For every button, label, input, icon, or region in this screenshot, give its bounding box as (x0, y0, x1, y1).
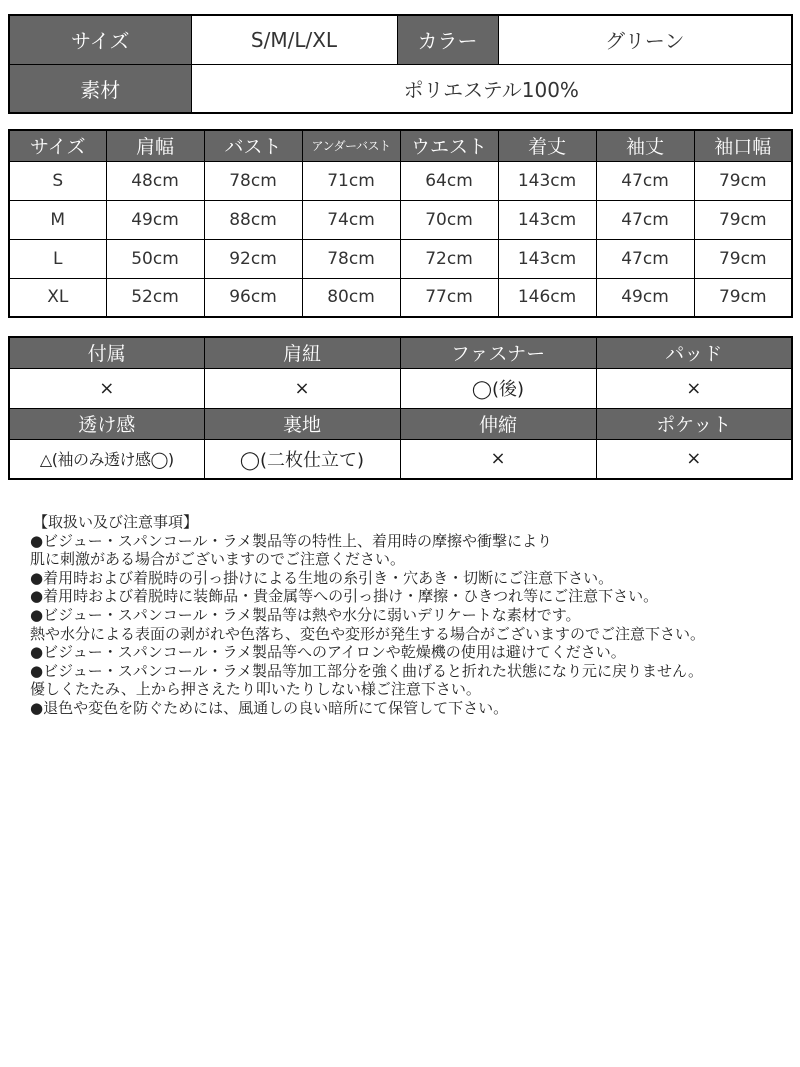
measure-cell: 146cm (498, 278, 596, 317)
measure-cell: 47cm (596, 239, 694, 278)
value-stretch: × (400, 439, 596, 479)
col-header-size: サイズ (9, 130, 106, 161)
col-header-sleeve: 袖丈 (596, 130, 694, 161)
size-cell: XL (9, 278, 106, 317)
measure-cell: 78cm (204, 161, 302, 200)
features-table (8, 336, 793, 480)
header-shoulder-strap: 肩紐 (204, 337, 400, 368)
measure-cell: 52cm (106, 278, 204, 317)
value-pocket: × (596, 439, 792, 479)
col-header-cuff: 袖口幅 (694, 130, 792, 161)
value-sheerness: △(袖のみ透け感◯) (9, 439, 204, 479)
measure-cell: 78cm (302, 239, 400, 278)
measure-cell: 79cm (694, 200, 792, 239)
measure-cell: 96cm (204, 278, 302, 317)
size-chart-header-row (9, 130, 792, 161)
features-value-row-1 (9, 368, 792, 408)
product-info-table (8, 14, 793, 114)
measure-cell: 48cm (106, 161, 204, 200)
measure-cell: 49cm (596, 278, 694, 317)
size-cell: S (9, 161, 106, 200)
product-info-row-size-color (9, 15, 792, 64)
care-note-line: ●着用時および着脱時に装飾品・貴金属等への引っ掛け・摩擦・ひきつれ等にご注意下さい。 (30, 587, 659, 606)
col-header-waist: ウエスト (400, 130, 498, 161)
size-row-s (9, 161, 792, 200)
measure-cell: 79cm (694, 239, 792, 278)
size-row-l (9, 239, 792, 278)
measure-cell: 47cm (596, 200, 694, 239)
color-value-cell: グリーン (498, 15, 792, 64)
features-header-row-1 (9, 337, 792, 368)
measure-cell: 64cm (400, 161, 498, 200)
color-label-cell: カラー (397, 15, 498, 64)
care-note-line: ●ビジュー・スパンコール・ラメ製品等へのアイロンや乾燥機の使用は避けてください。 (30, 643, 626, 662)
size-value-cell: S/M/L/XL (191, 15, 397, 64)
measure-cell: 70cm (400, 200, 498, 239)
col-header-bust: バスト (204, 130, 302, 161)
measure-cell: 79cm (694, 161, 792, 200)
col-header-underbust: アンダーバスト (302, 130, 400, 161)
size-row-xl (9, 278, 792, 317)
care-notes (8, 513, 776, 718)
size-cell: M (9, 200, 106, 239)
value-accessory: × (9, 368, 204, 408)
measure-cell: 143cm (498, 200, 596, 239)
value-pad: × (596, 368, 792, 408)
value-zipper: ◯(後) (400, 368, 596, 408)
care-note-line: ●着用時および着脱時の引っ掛けによる生地の糸引き・穴あき・切断にご注意下さい。 (30, 568, 614, 587)
care-note-line: ●ビジュー・スパンコール・ラメ製品等加工部分を強く曲げると折れた状態になり元に戻りません。 (30, 661, 703, 680)
header-pocket: ポケット (596, 408, 792, 439)
care-notes-title: 【取扱い及び注意事項】 (33, 513, 199, 531)
measure-cell: 92cm (204, 239, 302, 278)
value-lining: ◯(二枚仕立て) (204, 439, 400, 479)
measure-cell: 80cm (302, 278, 400, 317)
header-sheerness: 透け感 (9, 408, 204, 439)
measure-cell: 72cm (400, 239, 498, 278)
care-note-line: 熱や水分による表面の剥がれや色落ち、変色や変形が発生する場合がございますのでご注意下さい。 (30, 624, 706, 643)
measure-cell: 47cm (596, 161, 694, 200)
care-note-line: 肌に刺激がある場合がございますのでご注意ください。 (30, 550, 406, 569)
header-stretch: 伸縮 (400, 408, 596, 439)
care-note-line: ●ビジュー・スパンコール・ラメ製品等の特性上、着用時の摩擦や衝撃により (30, 531, 553, 550)
material-value-cell: ポリエステル100% (191, 64, 792, 113)
measure-cell: 49cm (106, 200, 204, 239)
measure-cell: 74cm (302, 200, 400, 239)
measure-cell: 143cm (498, 239, 596, 278)
header-lining: 裏地 (204, 408, 400, 439)
measure-cell: 71cm (302, 161, 400, 200)
features-value-row-2 (9, 439, 792, 479)
measure-cell: 50cm (106, 239, 204, 278)
care-note-line: 優しくたたみ、上から押さえたり叩いたりしない様ご注意下さい。 (30, 680, 481, 699)
header-zipper: ファスナー (400, 337, 596, 368)
col-header-shoulder: 肩幅 (106, 130, 204, 161)
col-header-length: 着丈 (498, 130, 596, 161)
size-chart-table (8, 129, 793, 318)
size-row-m (9, 200, 792, 239)
size-cell: L (9, 239, 106, 278)
measure-cell: 77cm (400, 278, 498, 317)
features-header-row-2 (9, 408, 792, 439)
value-shoulder-strap: × (204, 368, 400, 408)
measure-cell: 143cm (498, 161, 596, 200)
measure-cell: 88cm (204, 200, 302, 239)
size-label-cell: サイズ (9, 15, 191, 64)
measure-cell: 79cm (694, 278, 792, 317)
care-note-line: ●退色や変色を防ぐためには、風通しの良い暗所にて保管して下さい。 (30, 698, 509, 717)
header-pad: パッド (596, 337, 792, 368)
header-accessory: 付属 (9, 337, 204, 368)
product-info-row-material (9, 64, 792, 113)
material-label-cell: 素材 (9, 64, 191, 113)
care-note-line: ●ビジュー・スパンコール・ラメ製品等は熱や水分に弱いデリケートな素材です。 (30, 605, 581, 624)
